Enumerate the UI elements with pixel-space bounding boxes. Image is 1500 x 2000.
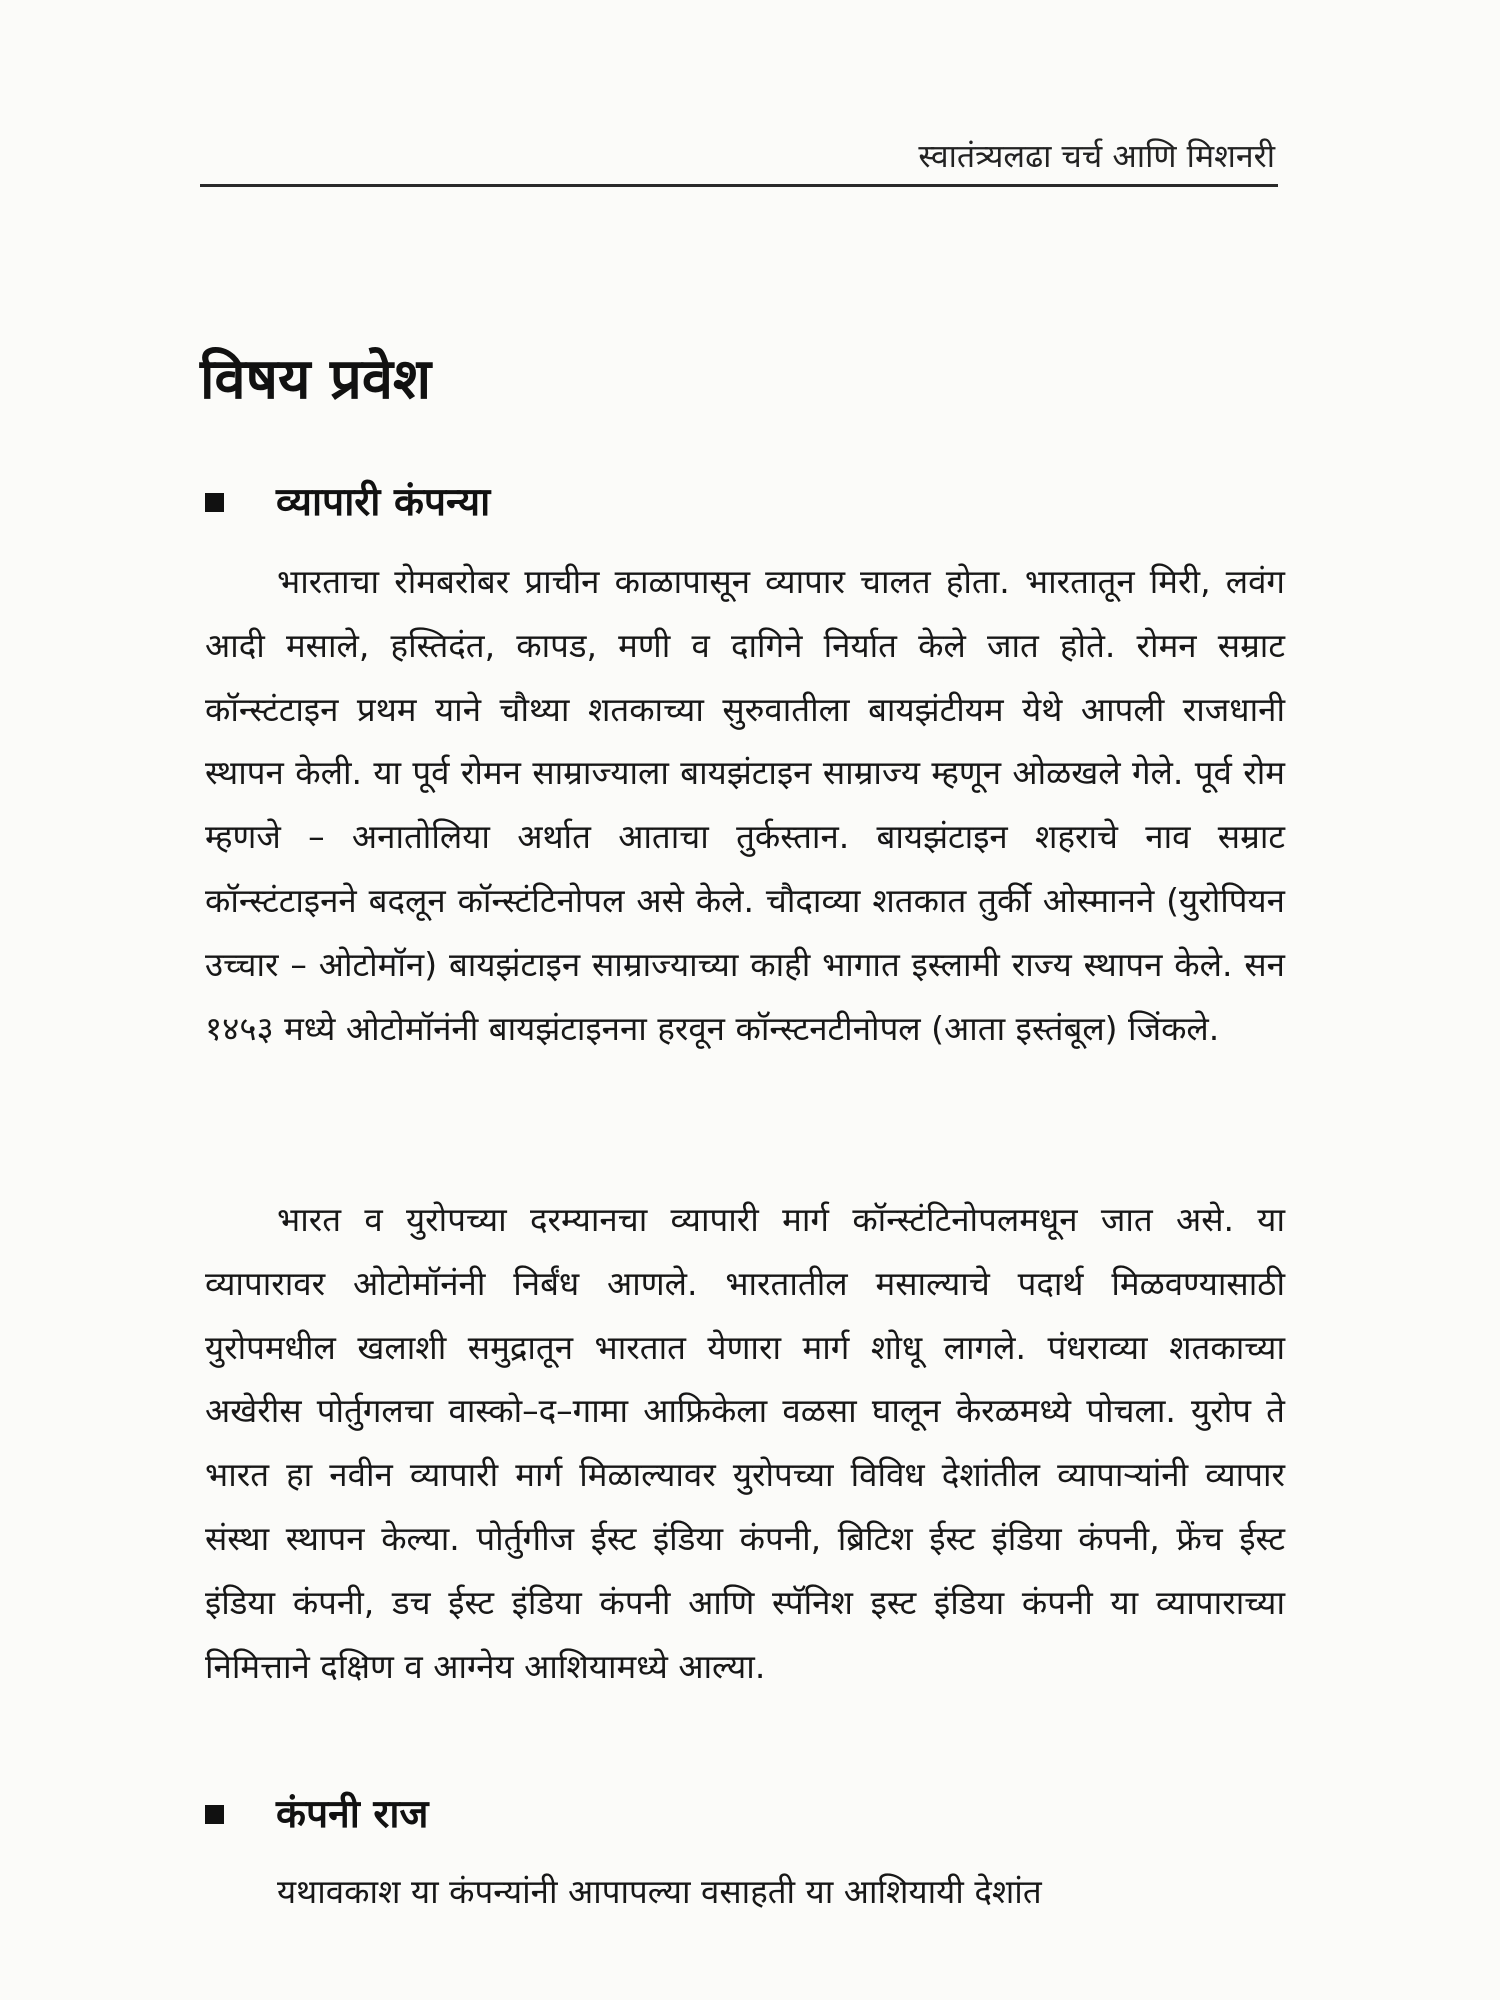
square-bullet-icon [205,1805,224,1824]
chapter-title: विषय प्रवेश [200,346,432,412]
header-rule [200,184,1278,187]
section-heading-trading-companies [205,480,490,526]
square-bullet-icon [205,493,224,512]
paragraph-company-raj: यथावकाश या कंपन्यांनी आपापल्या वसाहती या आशियायी देशांत [277,1872,1042,1911]
running-header: स्वातंत्र्यलढा चर्च आणि मिशनरी [918,137,1275,175]
paragraph-sea-route: भारत व युरोपच्या दरम्यानचा व्यापारी मार्ग कॉन्स्टंटिनोपलमधून जात असे. या व्यापारावर ओटोमॉनंनी निर्बंध आणले. भारतातील मसाल्याचे पदार्थ मिळवण्यासाठी युरोपमधील खलाशी समुद्रातून भारतात येणारा मार्ग शोधू लागले. पंधराव्या शतकाच्या अखेरीस पोर्तुगलचा वास्को–द–गामा आफ्रिकेला वळसा घालून केरळमध्ये पोचला. युरोप ते भारत हा नवीन व्यापारी मार्ग मिळाल्यावर युरोपच्या विविध देशांतील व्यापाऱ्यांनी व्यापार संस्था स्थापन केल्या. पोर्तुगीज ईस्ट इंडिया कंपनी, ब्रिटिश ईस्ट इंडिया कंपनी, फ्रेंच ईस्ट इंडिया कंपनी, डच ईस्ट इंडिया कंपनी आणि स्पॅनिश इस्ट इंडिया कंपनी या व्यापाराच्या निमित्ताने दक्षिण व आग्नेय आशियामध्ये आल्या. [205,1200,1285,1686]
paragraph-trade-history: भारताचा रोमबरोबर प्राचीन काळापासून व्यापार चालत होता. भारतातून मिरी, लवंग आदी मसाले, हस्तिदंत, कापड, मणी व दागिने निर्यात केले जात होते. रोमन सम्राट कॉन्स्टंटाइन प्रथम याने चौथ्या शतकाच्या सुरुवातीला बायझंटीयम येथे आपली राजधानी स्थापन केली. या पूर्व रोमन साम्राज्याला बायझंटाइन साम्राज्य म्हणून ओळखले गेले. पूर्व रोम म्हणजे – अनातोलिया अर्थात आताचा तुर्कस्तान. बायझंटाइन शहराचे नाव सम्राट कॉन्स्टंटाइनने बदलून कॉन्स्टंटिनोपल असे केले. चौदाव्या शतकात तुर्की ओस्मानने (युरोपियन उच्चार – ओटोमॉन) बायझंटाइन साम्राज्याच्या काही भागात इस्लामी राज्य स्थापन केले. सन १४५३ मध्ये ओटोमॉनंनी बायझंटाइनना हरवून कॉन्स्टनटीनोपल (आता इस्तंबूल) जिंकले. [205,562,1285,1048]
section-heading-label: कंपनी राज [276,1792,429,1837]
section-heading-company-raj [205,1792,428,1838]
section-heading-label: व्यापारी कंपन्या [276,480,491,525]
